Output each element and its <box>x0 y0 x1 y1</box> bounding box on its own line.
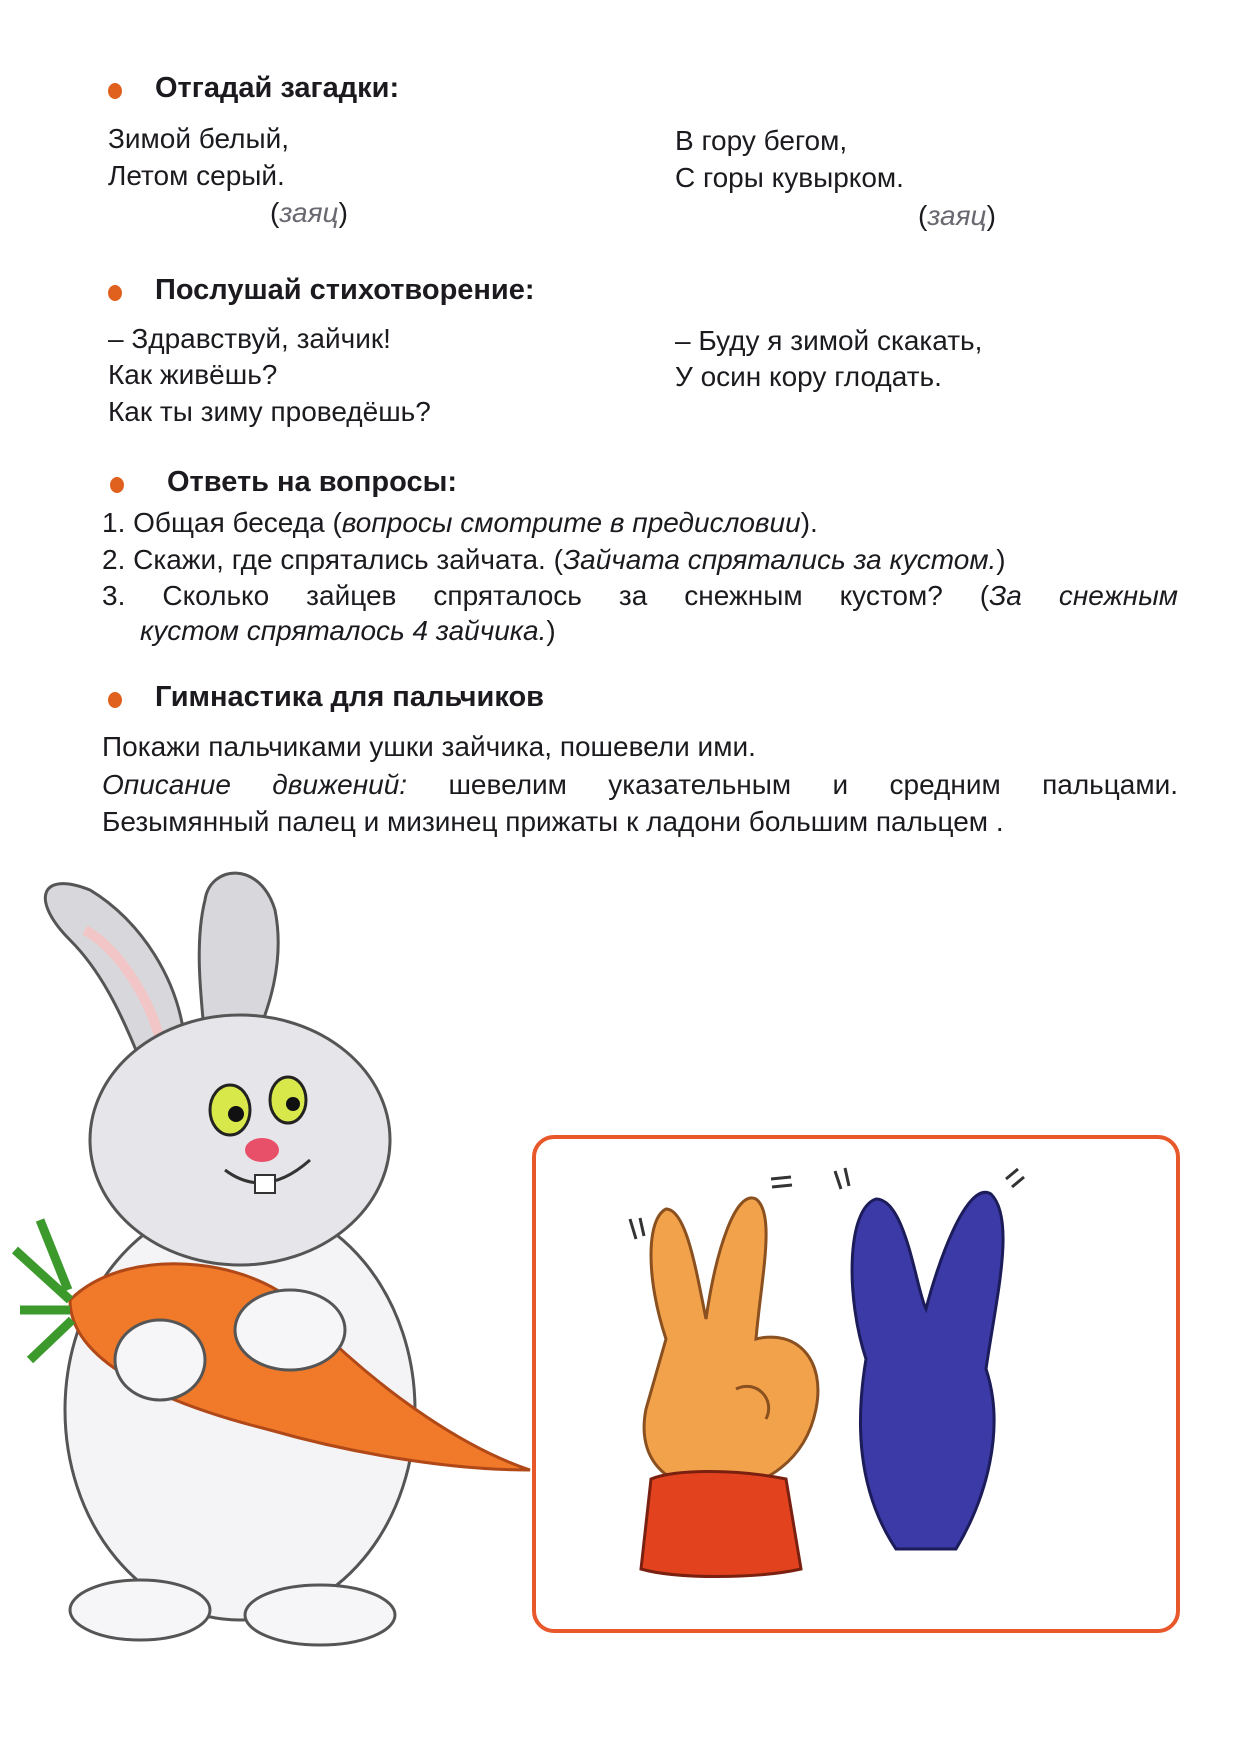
riddle-right-answer: (заяц) <box>918 200 996 231</box>
section-heading-gymnastics: Гимнастика для пальчиков <box>155 681 544 713</box>
riddle-left-line-2: Летом серый. <box>108 160 285 191</box>
glove-bunny-silhouette <box>835 1168 1024 1549</box>
bullet-icon <box>108 692 122 708</box>
bunny-paw <box>235 1290 345 1370</box>
question-answer: Зайчата спрятались за кустом. <box>562 544 997 575</box>
question-3-continued <box>140 612 556 649</box>
question-answer: вопросы смотрите в предисловии <box>341 507 801 538</box>
description-label: Описание движений: <box>102 769 408 800</box>
question-text: Общая беседа ( <box>133 507 342 538</box>
hand-bunny-ears <box>630 1177 818 1577</box>
poem-left-line-3: Как ты зиму проведёшь? <box>108 396 431 427</box>
question-1 <box>102 504 818 541</box>
finger-exercise-illustration <box>536 1139 1176 1629</box>
question-text: Скажи, где спрятались зайчата. ( <box>133 544 563 575</box>
poem-left-line-1: – Здравствуй, зайчик! <box>108 323 391 354</box>
question-number: 1. <box>102 507 126 538</box>
bunny-paw <box>115 1320 205 1400</box>
question-number: 2. <box>102 544 126 575</box>
section-heading-riddles: Отгадай загадки: <box>155 72 400 104</box>
gymnastics-description-cont: Безымянный палец и мизинец прижаты к ладони большим пальцем . <box>102 806 1004 837</box>
question-tail: ). <box>800 507 818 538</box>
question-text: Сколько зайцев спряталось за снежным кустом? ( <box>162 580 990 611</box>
bullet-icon <box>108 83 122 99</box>
answer-text: заяц <box>279 197 339 228</box>
question-tail: ) <box>546 615 556 646</box>
gymnastics-description <box>102 766 1178 803</box>
question-3 <box>102 577 1178 614</box>
finger-exercise-frame <box>532 1135 1180 1633</box>
question-2 <box>102 541 1006 578</box>
bunny-nose <box>245 1138 279 1162</box>
riddle-right-line-1: В гору бегом, <box>675 125 848 156</box>
question-answer: кустом спряталось 4 зайчика. <box>140 615 547 646</box>
bunny-foot <box>70 1580 210 1640</box>
riddle-right-line-2: С горы кувырком. <box>675 162 904 193</box>
bullet-icon <box>108 285 122 301</box>
question-number: 3. <box>102 580 126 611</box>
question-tail: ) <box>996 544 1006 575</box>
poem-left-line-2: Как живёшь? <box>108 359 278 390</box>
bunny-head <box>90 1015 390 1265</box>
answer-text: заяц <box>927 200 987 231</box>
section-heading-poem: Послушай стихотворение: <box>155 274 535 306</box>
riddle-left-line-1: Зимой белый, <box>108 123 290 154</box>
question-answer: За снежным <box>989 580 1178 611</box>
section-heading-questions: Ответь на вопросы: <box>167 466 458 498</box>
poem-right-line-1: – Буду я зимой скакать, <box>675 325 983 356</box>
riddle-left-answer: (заяц) <box>270 197 348 228</box>
bullet-icon <box>110 477 124 493</box>
gymnastics-instruction: Покажи пальчиками ушки зайчика, пошевели ими. <box>102 731 756 762</box>
poem-right-line-2: У осин кору глодать. <box>675 361 942 392</box>
bunny-with-carrot-illustration <box>10 870 550 1660</box>
bunny-foot <box>245 1585 395 1645</box>
description-text: шевелим указательным и средним пальцами. <box>448 769 1179 800</box>
